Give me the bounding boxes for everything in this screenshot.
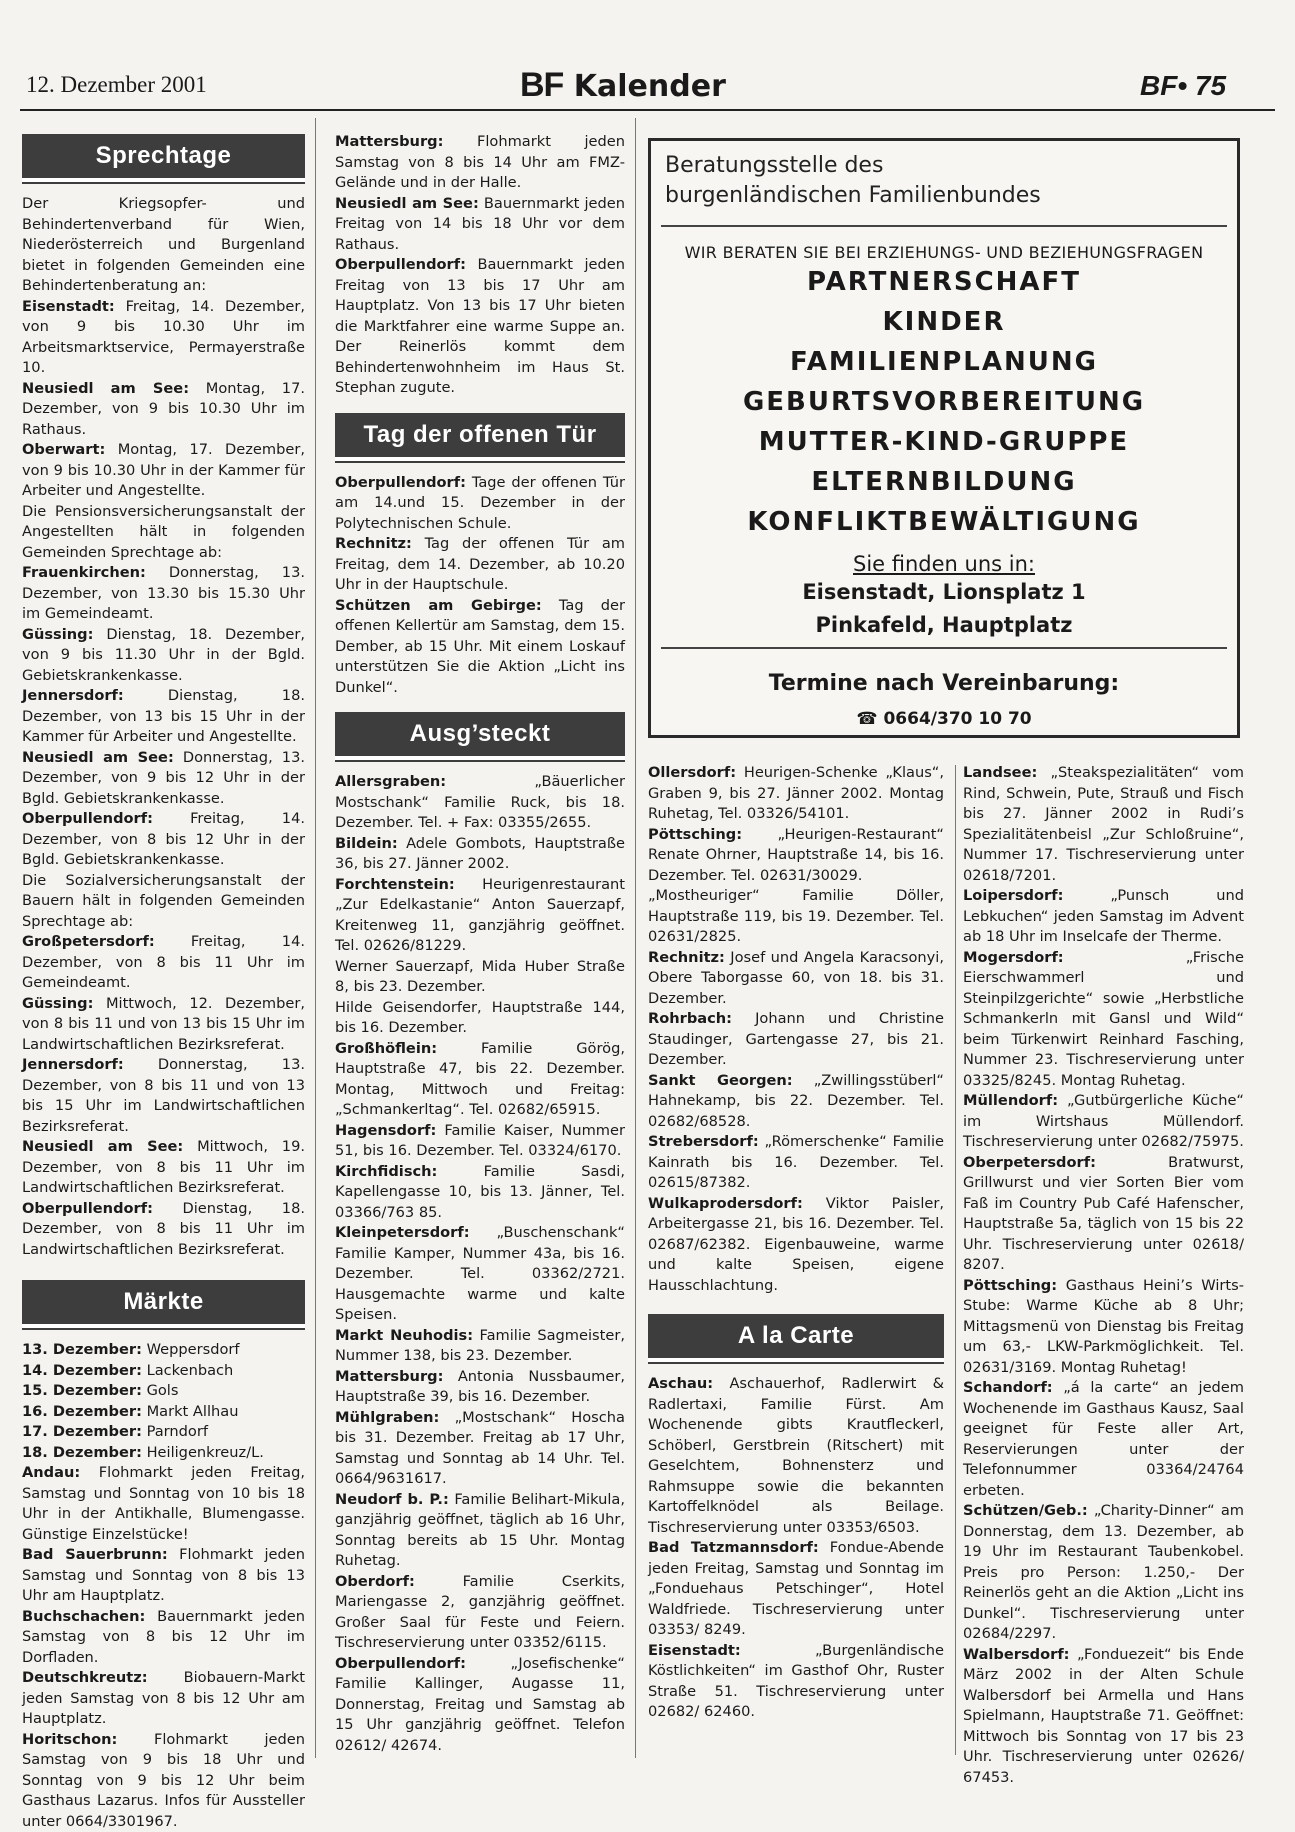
entry: [648, 1132, 944, 1194]
entry: [22, 625, 305, 687]
entry: [335, 1039, 625, 1121]
offene-tuer-list: [335, 473, 625, 699]
entry-place: Markt Neuhodis:: [335, 1327, 473, 1344]
entry-place: Oberpullendorf:: [335, 256, 466, 273]
a-la-carte-list-cont: [963, 763, 1244, 1788]
entry: [648, 1071, 944, 1133]
entry: [335, 834, 625, 875]
entry: [335, 194, 625, 256]
entry: [335, 1162, 625, 1224]
entry: [22, 1402, 305, 1423]
entry: [22, 1361, 305, 1382]
entry-text: Familie Sasdi, Kapellengasse 10, bis 13. Jänner, Tel. 03366/763 85.: [335, 1163, 625, 1221]
ad-title-line2: burgenländischen Familienbundes: [665, 181, 1041, 211]
entry-text: Werner Sauerzapf, Mida Huber Straße 8, bis 23. Dezember.: [335, 958, 625, 996]
ausgsteckt-list: [335, 772, 625, 1756]
entry-text: Bratwurst, Grillwurst und vier Sorten Bier vom Faß im Country Pub Café Hafenscher, Hauptstraße 5a, täglich von 15 bis 22 Uhr. Tischreservierung unter 02618/ 8207.: [963, 1154, 1244, 1274]
entry-place: Neusiedl am See:: [335, 195, 479, 212]
entry-place: Jennersdorf:: [22, 1056, 124, 1073]
entry-place: Forchtenstein:: [335, 876, 455, 893]
entry-text: Weppersdorf: [147, 1341, 240, 1358]
entry-text: „Josefischenke“ Familie Kallinger, Augasse 11, Donnerstag, Freitag und Samstag ab 15 Uhr ganzjährig geöffnet. Telefon 02612/ 42674.: [335, 1655, 625, 1754]
entry-place: Kleinpetersdorf:: [335, 1224, 470, 1241]
entry-text: „Punsch und Lebkuchen“ jeden Samstag im Advent ab 18 Uhr im Inselcafe der Therme.: [963, 887, 1244, 945]
entry-text: Mittwoch, 12. Dezember, von 8 bis 11 und von 13 bis 15 Uhr im Landwirtschaftlichen Bezirksreferat.: [22, 995, 305, 1053]
entry-text: „Charity-Dinner“ am Donnerstag, dem 13. Dezember, ab 19 Uhr im Restaurant Taubenkobel. Preis pro Person: 1.250,- Der Reinerlös geht an die Aktion „Licht ins Dunkel“. Tischreservierung unter 02684/2297.: [963, 1502, 1244, 1642]
entry-text: Donnerstag, 13. Dezember, von 8 bis 11 und von 13 bis 15 Uhr im Landwirtschaftlichen Bezirksreferat.: [22, 1056, 305, 1135]
entry-place: Oberpullendorf:: [335, 1655, 466, 1672]
entry-text: Montag, 17. Dezember, von 9 bis 10.30 Uhr in der Kammer für Arbeiter und Angestellte.: [22, 441, 305, 499]
entry-text: „Gutbürgerliche Küche“ im Wirtshaus Müllendorf. Tischreservierung unter 02682/75975.: [963, 1092, 1244, 1150]
ad-title-line1: Beratungsstelle des: [665, 151, 1041, 181]
entry-text: Dienstag, 18. Dezember, von 8 bis 11 Uhr im Landwirtschaftlichen Bezirksreferat.: [22, 1200, 305, 1258]
entry: [963, 1153, 1244, 1276]
entry-text: Gasthaus Heini’s Wirts-Stube: Warme Küche ab 8 Uhr; Mittagsmenü von Dienstag bis Freitag um 63,- LKW-Parkmöglichkeit. Tel. 02631/3169. Montag Ruhetag!: [963, 1277, 1244, 1376]
ad-title: [665, 151, 1041, 211]
entry-place: 18. Dezember:: [22, 1444, 142, 1461]
entry-text: Aschauerhof, Radlerwirt & Radlertaxi, Familie Fürst. Am Wochenende gibts Krautfleckerl, Schöberl, Gerstbrein (Ritschert) mit Geselchtem, Bohnensterz und Rahmsuppe sowie die bekannten Kartoffelknödel als Beilage. Tischreservierung unter 03353/6503.: [648, 1375, 944, 1536]
section-heading-maerkte: Märkte: [22, 1280, 305, 1328]
entry: [335, 255, 625, 399]
entry-text: Donnerstag, 13. Dezember, von 9 bis 12 Uhr in der Bgld. Gebietskrankenkasse.: [22, 749, 305, 807]
entry-place: Allersgraben:: [335, 773, 446, 790]
entry-text: „Mostheuriger“ Familie Döller, Hauptstraße 119, bis 19. Dezember. Tel. 02631/2825.: [648, 887, 944, 945]
entry-text: Johann und Christine Staudinger, Gartengasse 27, bis 21. Dezember.: [648, 1010, 944, 1068]
entry-place: Mühlgraben:: [335, 1409, 439, 1426]
entry-text: Adele Gombots, Hauptstraße 36, bis 27. Jänner 2002.: [335, 835, 625, 873]
entry: [963, 1276, 1244, 1379]
entry-place: Sankt Georgen:: [648, 1072, 793, 1089]
entry: [22, 297, 305, 379]
entry-place: Großhöflein:: [335, 1040, 437, 1057]
entry: [22, 440, 305, 502]
entry-place: Landsee:: [963, 764, 1037, 781]
entry-text: Parndorf: [147, 1423, 208, 1440]
entry-place: Schützen/Geb.:: [963, 1502, 1088, 1519]
entry: [22, 194, 305, 297]
entry-place: Eisenstadt:: [648, 1642, 741, 1659]
entry-text: „Heurigen-Restaurant“ Renate Ohrner, Hauptstraße 14, bis 16. Dezember. Tel. 02631/30029.: [648, 826, 944, 884]
ad-inner: [661, 225, 1227, 649]
entry-text: Viktor Paisler, Arbeitergasse 21, bis 16. Dezember. Tel. 02687/62382. Eigenbauweine, warme und kalte Speisen, eigene Hausschlachtung.: [648, 1195, 944, 1294]
entry-place: Andau:: [22, 1464, 80, 1481]
entry-text: Fondue-Abende jeden Freitag, Samstag und Sonntag im „Fonduehaus Petschinger“, Hotel Waldfriede. Tischreservierung unter 03353/ 8249.: [648, 1539, 944, 1638]
entry-place: Ollersdorf:: [648, 764, 736, 781]
entry: [963, 886, 1244, 948]
entry-text: „á la carte“ an jedem Wochenende im Gasthaus Kausz, Saal geeignet für Feste aller Art, Reservierungen unter der Telefonnummer 03364/24764 erbeten.: [963, 1379, 1244, 1499]
entry: [335, 534, 625, 596]
entry-place: Rohrbach:: [648, 1010, 732, 1027]
entry-text: „Burgenländische Köstlichkeiten“ im Gasthof Ohr, Ruster Straße 51. Tischreservierung unter 02682/ 62460.: [648, 1642, 944, 1721]
entry-place: Strebersdorf:: [648, 1133, 759, 1150]
entry-place: Wulkaprodersdorf:: [648, 1195, 803, 1212]
entry: [22, 1137, 305, 1199]
entry-text: Heurigenrestaurant „Zur Edelkastanie“ Anton Sauerzapf, Kreitenweg 11, ganzjährig geöffnet. Tel. 02626/81229.: [335, 876, 625, 955]
column-1: [22, 134, 305, 1832]
entry-place: Oberdorf:: [335, 1573, 415, 1590]
entry-text: Die Pensionsversicherungsanstalt der Angestellten hält in folgenden Gemeinden Sprechtage ab:: [22, 503, 305, 561]
entry: [22, 1443, 305, 1464]
bf-logo: BF: [520, 66, 563, 104]
maerkte-list: [22, 1340, 305, 1832]
entry-place: 17. Dezember:: [22, 1423, 142, 1440]
entry: [335, 132, 625, 194]
entry-text: Antonia Nussbaumer, Hauptstraße 39, bis 16. Dezember.: [335, 1368, 625, 1406]
entry-text: Freitag, 14. Dezember, von 9 bis 10.30 Uhr im Arbeitsmarktservice, Permayerstraße 10.: [22, 298, 305, 377]
entry-place: Güssing:: [22, 995, 93, 1012]
entry-place: Großpetersdorf:: [22, 933, 155, 950]
entry-text: Dienstag, 18. Dezember, von 9 bis 11.30 Uhr in der Bgld. Gebietskrankenkasse.: [22, 626, 305, 684]
entry: [22, 1463, 305, 1545]
entry: [648, 948, 944, 1010]
entry: [963, 1501, 1244, 1645]
entry: [22, 748, 305, 810]
entry-text: „Fonduezeit“ bis Ende März 2002 in der Alten Schule Walbersdorf bei Armella und Hans Spielmann, Hauptstraße 71. Geöffnet: Mittwoch bis Sonntag von 17 bis 23 Uhr. Tischreservierung unter 02626/ 67453.: [963, 1646, 1244, 1786]
ad-topic-partnerschaft: PARTNERSCHAFT: [661, 262, 1227, 302]
column-2: [335, 132, 625, 1756]
ad-phone-line: [651, 709, 1237, 729]
entry: [648, 886, 944, 948]
entry-text: Flohmarkt jeden Freitag, Samstag und Sonntag von 10 bis 18 Uhr in der Antikhalle, Blumengasse. Günstige Einzelstücke!: [22, 1464, 305, 1543]
entry-text: Familie Cserkits, Mariengasse 2, ganzjährig geöffnet. Großer Saal für Feste und Feiern. Tischreservierung unter 03352/6115.: [335, 1573, 625, 1652]
entry: [22, 686, 305, 748]
entry: [648, 1194, 944, 1297]
column-4: [963, 763, 1244, 1788]
entry-text: „Römerschenke“ Familie Kainrath bis 16. Dezember. Tel. 02615/87382.: [648, 1133, 944, 1191]
entry-place: Buchschachen:: [22, 1608, 145, 1625]
entry: [22, 563, 305, 625]
entry-place: Jennersdorf:: [22, 687, 124, 704]
entry-text: Der Kriegsopfer- und Behindertenverband für Wien, Niederösterreich und Burgenland bietet in folgenden Gemeinden eine Behindertenberatung an:: [22, 195, 305, 294]
entry-text: Flohmarkt jeden Samstag von 9 bis 18 Uhr und Sonntag von 9 bis 12 Uhr beim Gasthaus Lazarus. Infos für Aussteller unter 0664/3301967.: [22, 1731, 305, 1830]
entry: [335, 1572, 625, 1654]
ausgsteckt-list-cont: [648, 763, 944, 1296]
entry-place: Bildein:: [335, 835, 398, 852]
entry-place: Schandorf:: [963, 1379, 1053, 1396]
entry: [22, 502, 305, 564]
entry-place: Deutschkreutz:: [22, 1669, 148, 1686]
sprechtage-list: [22, 194, 305, 1260]
entry-place: Müllendorf:: [963, 1092, 1058, 1109]
entry: [335, 1408, 625, 1490]
entry-text: Lackenbach: [147, 1362, 234, 1379]
ad-topic-mutter-kind-gruppe: MUTTER-KIND-GRUPPE: [661, 422, 1227, 462]
page-number: BF• 75: [1140, 70, 1226, 102]
entry-text: Tage der offenen Tür am 14.und 15. Dezember in der Polytechnischen Schule.: [335, 474, 625, 532]
entry: [22, 871, 305, 933]
entry-text: Montag, 17. Dezember, von 9 bis 10.30 Uhr im Rathaus.: [22, 380, 305, 438]
entry: [963, 948, 1244, 1092]
entry-text: Familie Belihart-Mikula, ganzjährig geöffnet, täglich ab 16 Uhr, Sonntag bereits ab 15 Uhr. Montag Ruhetag.: [335, 1491, 625, 1570]
a-la-carte-list: [648, 1374, 944, 1723]
entry-place: Horitschon:: [22, 1731, 117, 1748]
entry-place: Güssing:: [22, 626, 93, 643]
entry-text: „Mostschank“ Hoscha bis 31. Dezember. Freitag ab 17 Uhr, Samstag und Sonntag ab 14 Uhr. Tel. 0664/9631617.: [335, 1409, 625, 1488]
ad-topic-geburtsvorbereitung: GEBURTSVORBEREITUNG: [661, 382, 1227, 422]
entry-place: 15. Dezember:: [22, 1382, 142, 1399]
entry-text: „Steakspezialitäten“ vom Rind, Schwein, Pute, Strauß und Fisch bis 27. Jänner 2002 in Rudi’s Spezialitätenbeisl „Zur Schloßruine“, Nummer 17. Tischreservierung unter 02618/7201.: [963, 764, 1244, 884]
entry-place: Bad Sauerbrunn:: [22, 1546, 168, 1563]
entry-place: Oberpullendorf:: [22, 1200, 153, 1217]
entry: [22, 379, 305, 441]
entry-place: Bad Tatzmannsdorf:: [648, 1539, 819, 1556]
familienbund-ad: [648, 138, 1240, 738]
entry-place: Kirchfidisch:: [335, 1163, 437, 1180]
entry: [963, 1091, 1244, 1153]
entry-text: Mittwoch, 19. Dezember, von 8 bis 11 Uhr im Landwirtschaftlichen Bezirksreferat.: [22, 1138, 305, 1196]
entry-text: Dienstag, 18. Dezember, von 13 bis 15 Uhr in der Kammer für Arbeiter und Angestellte.: [22, 687, 305, 745]
entry: [335, 1121, 625, 1162]
maerkte-list-cont: [335, 132, 625, 399]
entry-text: Familie Kaiser, Nummer 51, bis 16. Dezember. Tel. 03324/6170.: [335, 1122, 625, 1160]
column-divider: [955, 765, 956, 1755]
entry-place: 16. Dezember:: [22, 1403, 142, 1420]
entry: [22, 1545, 305, 1607]
entry: [335, 473, 625, 535]
entry-place: Pöttsching:: [963, 1277, 1057, 1294]
entry: [335, 772, 625, 834]
entry-place: Neusiedl am See:: [22, 1138, 183, 1155]
entry-text: „Buschenschank“ Familie Kamper, Nummer 43a, bis 16. Dezember. Tel. 03362/2721. Hausgemachte warme und kalte Speisen.: [335, 1224, 625, 1323]
entry-text: Bauernmarkt jeden Freitag von 13 bis 17 Uhr am Hauptplatz. Von 13 bis 17 Uhr bieten die Marktfahrer eine warme Suppe an. Der Reinerlös kommt dem Behindertenwohnheim im Haus St. Stephan zugute.: [335, 256, 625, 396]
section-heading-sprechtage: Sprechtage: [22, 134, 305, 182]
ad-topic-elternbildung: ELTERNBILDUNG: [661, 462, 1227, 502]
entry: [335, 998, 625, 1039]
entry-text: Bauernmarkt jeden Freitag von 14 bis 18 Uhr vor dem Rathaus.: [335, 195, 625, 253]
entry-text: „Frische Eierschwammerl und Steinpilzgerichte“ sowie „Herbstliche Schmankerln mit Gansl und Wild“ beim Türkenwirt Reinhard Fasching, Nummer 23. Tischreservierung unter 03325/8245. Montag Ruhetag.: [963, 949, 1244, 1089]
section-heading-offene-tuer: Tag der offenen Tür: [335, 413, 625, 461]
entry: [648, 763, 944, 825]
entry: [22, 809, 305, 871]
ad-find-us: Sie finden uns in:: [661, 552, 1227, 576]
entry-text: Hilde Geisendorfer, Hauptstraße 144, bis 16. Dezember.: [335, 999, 625, 1037]
entry-place: Loipersdorf:: [963, 887, 1063, 904]
entry-place: Mattersburg:: [335, 133, 443, 150]
entry-text: Freitag, 14. Dezember, von 8 bis 11 Uhr im Gemeindeamt.: [22, 933, 305, 991]
entry-place: Oberwart:: [22, 441, 105, 458]
entry-place: Rechnitz:: [648, 949, 725, 966]
section-title: [520, 66, 726, 105]
entry: [335, 1654, 625, 1757]
entry-text: Tag der offenen Kellertür am Samstag, dem 15. Dember, ab 15 Uhr. Mit einem Loskauf unterstützen Sie die Aktion „Licht ins Dunkel“.: [335, 597, 625, 696]
entry-text: Bauernmarkt jeden Samstag von 8 bis 12 Uhr im Dorfladen.: [22, 1608, 305, 1666]
section-name: Kalender: [574, 69, 726, 104]
ad-subtitle: WIR BERATEN SIE BEI ERZIEHUNGS- UND BEZIEHUNGSFRAGEN: [661, 243, 1227, 262]
entry: [22, 1340, 305, 1361]
entry-text: Freitag, 14. Dezember, von 8 bis 12 Uhr in der Bgld. Gebietskrankenkasse.: [22, 810, 305, 868]
entry-place: Hagensdorf:: [335, 1122, 436, 1139]
entry: [22, 1668, 305, 1730]
column-divider: [315, 118, 316, 1758]
entry: [963, 763, 1244, 886]
entry: [22, 1730, 305, 1832]
entry-text: Heiligenkreuz/L.: [147, 1444, 264, 1461]
ad-phone: 0664/370 10 70: [883, 709, 1031, 729]
entry-text: „Bäuerlicher Mostschank“ Familie Ruck, bis 18. Dezember. Tel. + Fax: 03355/2655.: [335, 773, 625, 831]
entry-text: „Zwillingsstüberl“ Hahnekamp, bis 22. Dezember. Tel. 02682/68528.: [648, 1072, 944, 1130]
entry-place: Walbersdorf:: [963, 1646, 1070, 1663]
ad-topic-konfliktbewaeltigung: KONFLIKTBEWÄLTIGUNG: [661, 502, 1227, 542]
entry-place: Aschau:: [648, 1375, 713, 1392]
entry: [648, 1009, 944, 1071]
entry-text: Markt Allhau: [147, 1403, 239, 1420]
entry: [335, 957, 625, 998]
section-heading-ausgsteckt: Ausg’steckt: [335, 712, 625, 760]
ad-address-1: Eisenstadt, Lionsplatz 1: [661, 576, 1227, 609]
entry-text: Heurigen-Schenke „Klaus“, Graben 9, bis 27. Jänner 2002. Montag Ruhetag, Tel. 03326/54101.: [648, 764, 944, 822]
page-header: [0, 0, 1295, 112]
entry: [648, 1374, 944, 1538]
entry: [22, 994, 305, 1056]
entry: [963, 1378, 1244, 1501]
entry-text: Gols: [147, 1382, 179, 1399]
entry: [22, 1381, 305, 1402]
entry-text: Donnerstag, 13. Dezember, von 13.30 bis 15.30 Uhr im Gemeindeamt.: [22, 564, 305, 622]
entry-place: Mogersdorf:: [963, 949, 1064, 966]
entry: [648, 1538, 944, 1641]
entry: [22, 932, 305, 994]
entry-place: Neusiedl am See:: [22, 380, 189, 397]
entry-text: Familie Sagmeister, Nummer 138, bis 23. Dezember.: [335, 1327, 625, 1365]
entry-place: Neudorf b. P.:: [335, 1491, 449, 1508]
entry-text: Biobauern-Markt jeden Samstag von 8 bis 12 Uhr am Hauptplatz.: [22, 1669, 305, 1727]
header-rule: [20, 109, 1275, 111]
entry-place: 13. Dezember:: [22, 1341, 142, 1358]
entry: [335, 1490, 625, 1572]
ad-topic-familienplanung: FAMILIENPLANUNG: [661, 342, 1227, 382]
entry-place: Neusiedl am See:: [22, 749, 174, 766]
ad-appointments: Termine nach Vereinbarung:: [651, 671, 1237, 696]
entry: [648, 1641, 944, 1723]
ad-topic-kinder: KINDER: [661, 302, 1227, 342]
entry-place: 14. Dezember:: [22, 1362, 142, 1379]
entry: [648, 825, 944, 887]
ad-address-2: Pinkafeld, Hauptplatz: [661, 609, 1227, 642]
entry-place: Oberpullendorf:: [335, 474, 466, 491]
entry: [22, 1607, 305, 1669]
section-heading-a-la-carte: A la Carte: [648, 1314, 944, 1362]
entry-text: Flohmarkt jeden Samstag und Sonntag von 8 bis 13 Uhr am Hauptplatz.: [22, 1546, 305, 1604]
entry-place: Eisenstadt:: [22, 298, 115, 315]
entry-place: Mattersburg:: [335, 1368, 443, 1385]
entry-text: Josef und Angela Karacsonyi, Obere Taborgasse 60, von 18. bis 31. Dezember.: [648, 949, 944, 1007]
entry: [335, 1223, 625, 1326]
column-divider: [635, 118, 636, 1758]
column-3: [648, 763, 944, 1723]
entry: [335, 1326, 625, 1367]
entry-text: Familie Görög, Hauptstraße 47, bis 22. Dezember. Montag, Mittwoch und Freitag: „Schmankerltag“. Tel. 02682/65915.: [335, 1040, 625, 1119]
entry: [335, 596, 625, 699]
entry: [22, 1422, 305, 1443]
entry: [335, 1367, 625, 1408]
entry-text: Flohmarkt jeden Samstag von 8 bis 14 Uhr am FMZ-Gelände und in der Halle.: [335, 133, 625, 191]
entry-place: Frauenkirchen:: [22, 564, 146, 581]
entry: [22, 1199, 305, 1261]
entry: [335, 875, 625, 957]
entry-text: Tag der offenen Tür am Freitag, dem 14. Dezember, ab 10.20 Uhr in der Hauptschule.: [335, 535, 625, 593]
entry-place: Oberpullendorf:: [22, 810, 153, 827]
entry-place: Rechnitz:: [335, 535, 412, 552]
entry: [963, 1645, 1244, 1789]
entry-text: Die Sozialversicherungsanstalt der Bauern hält in folgenden Gemeinden Sprechtage ab:: [22, 872, 305, 930]
entry: [22, 1055, 305, 1137]
phone-icon: ☎: [856, 709, 877, 729]
entry-place: Oberpetersdorf:: [963, 1154, 1096, 1171]
entry-place: Pöttsching:: [648, 826, 742, 843]
issue-date: 12. Dezember 2001: [26, 72, 207, 98]
entry-place: Schützen am Gebirge:: [335, 597, 542, 614]
